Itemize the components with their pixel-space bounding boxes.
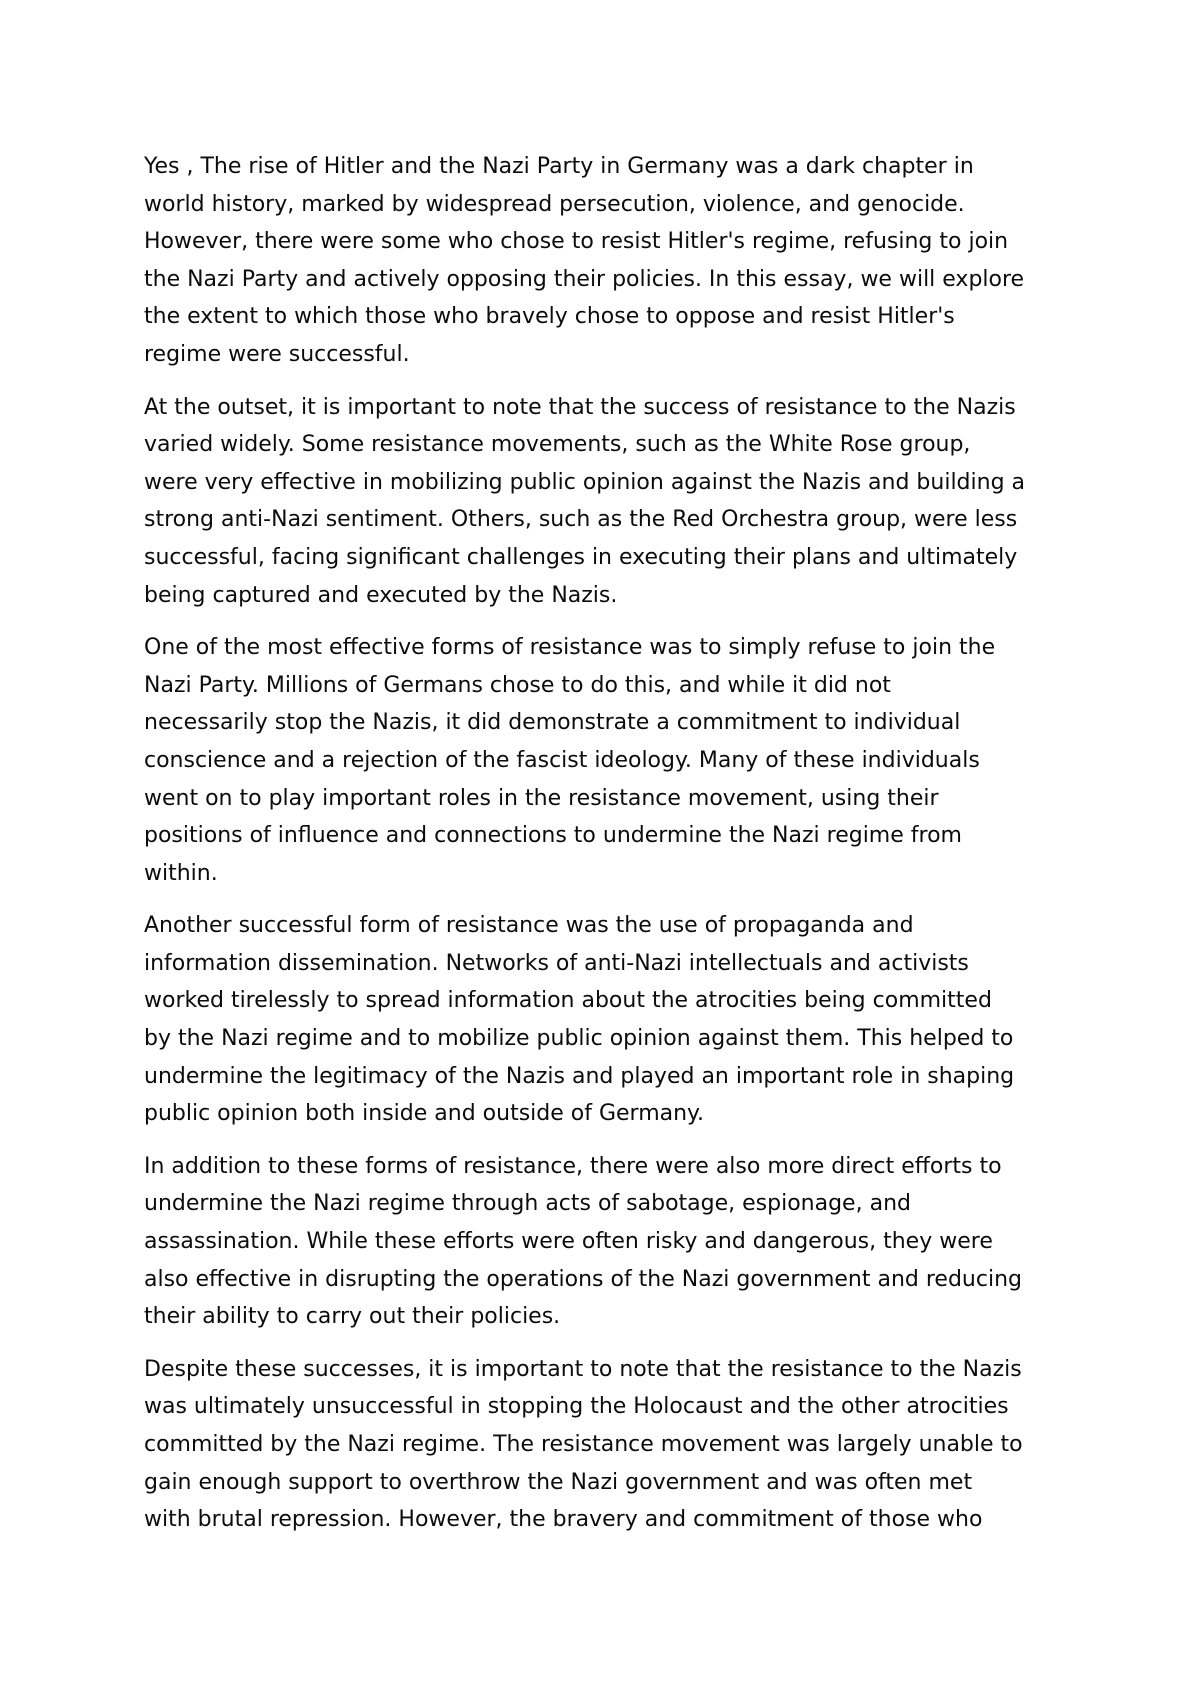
text-line: In addition to these forms of resistance, there were also more direct efforts to: [144, 1153, 1002, 1179]
text-line: One of the most effective forms of resistance was to simply refuse to join the: [144, 635, 996, 661]
text-line: information dissemination. Networks of anti-Nazi intellectuals and activists: [144, 950, 969, 976]
text-line: Nazi Party. Millions of Germans chose to do this, and while it did not: [144, 672, 891, 698]
text-line: successful, facing significant challenges in executing their plans and ultimately: [144, 544, 1018, 570]
text-line: by the Nazi regime and to mobilize public opinion against them. This helped to: [144, 1026, 1014, 1052]
text-line: At the outset, it is important to note that the success of resistance to the Nazis: [144, 394, 1016, 420]
text-line: committed by the Nazi regime. The resistance movement was largely unable to: [144, 1432, 1023, 1457]
text-line: worked tirelessly to spread information about the atrocities being committed: [144, 988, 992, 1014]
text-line: conscience and a rejection of the fascist ideology. Many of these individuals: [144, 747, 980, 773]
paragraph-3: [144, 629, 1064, 892]
document-body: [144, 148, 1064, 1554]
text-line: their ability to carry out their policies.: [144, 1304, 561, 1330]
text-line: undermine the legitimacy of the Nazis and played an important role in shaping: [144, 1063, 1015, 1089]
paragraph-1: [144, 148, 1064, 374]
paragraph-6: [144, 1351, 1064, 1539]
text-line: being captured and executed by the Nazis.: [144, 582, 618, 608]
text-line: strong anti-Nazi sentiment. Others, such as the Red Orchestra group, were less: [144, 507, 1018, 533]
text-line: the Nazi Party and actively opposing their policies. In this essay, we will explore: [144, 266, 1025, 292]
text-line: with brutal repression. However, the bravery and commitment of those who: [144, 1507, 983, 1533]
text-line: Yes , The rise of Hitler and the Nazi Party in Germany was a dark chapter in: [144, 154, 974, 179]
text-line: assassination. While these efforts were often risky and dangerous, they were: [144, 1229, 993, 1255]
text-line: Despite these successes, it is important to note that the resistance to the Nazis: [144, 1356, 1022, 1382]
text-line: was ultimately unsuccessful in stopping the Holocaust and the other atrocities: [144, 1394, 1009, 1420]
text-line: went on to play important roles in the resistance movement, using their: [144, 785, 939, 811]
paragraph-2: [144, 389, 1064, 615]
text-line: Another successful form of resistance was the use of propaganda and: [144, 913, 914, 939]
text-line: regime were successful.: [144, 341, 410, 367]
text-line: public opinion both inside and outside of Germany.: [144, 1101, 704, 1127]
text-line: also effective in disrupting the operations of the Nazi government and reducing: [144, 1266, 1022, 1292]
text-line: were very effective in mobilizing public opinion against the Nazis and building a: [144, 469, 1026, 495]
paragraph-4: [144, 907, 1064, 1133]
text-line: necessarily stop the Nazis, it did demonstrate a commitment to individual: [144, 710, 961, 736]
text-line: world history, marked by widespread persecution, violence, and genocide.: [144, 191, 965, 217]
text-line: varied widely. Some resistance movements, such as the White Rose group,: [144, 432, 971, 458]
text-line: undermine the Nazi regime through acts of sabotage, espionage, and: [144, 1191, 911, 1217]
text-line: within.: [144, 860, 218, 886]
text-line: gain enough support to overthrow the Nazi government and was often met: [144, 1469, 973, 1495]
paragraph-5: [144, 1148, 1064, 1336]
text-line: the extent to which those who bravely chose to oppose and resist Hitler's: [144, 304, 955, 330]
text-line: positions of influence and connections to undermine the Nazi regime from: [144, 823, 962, 849]
text-line: However, there were some who chose to resist Hitler's regime, refusing to join: [144, 229, 1009, 255]
